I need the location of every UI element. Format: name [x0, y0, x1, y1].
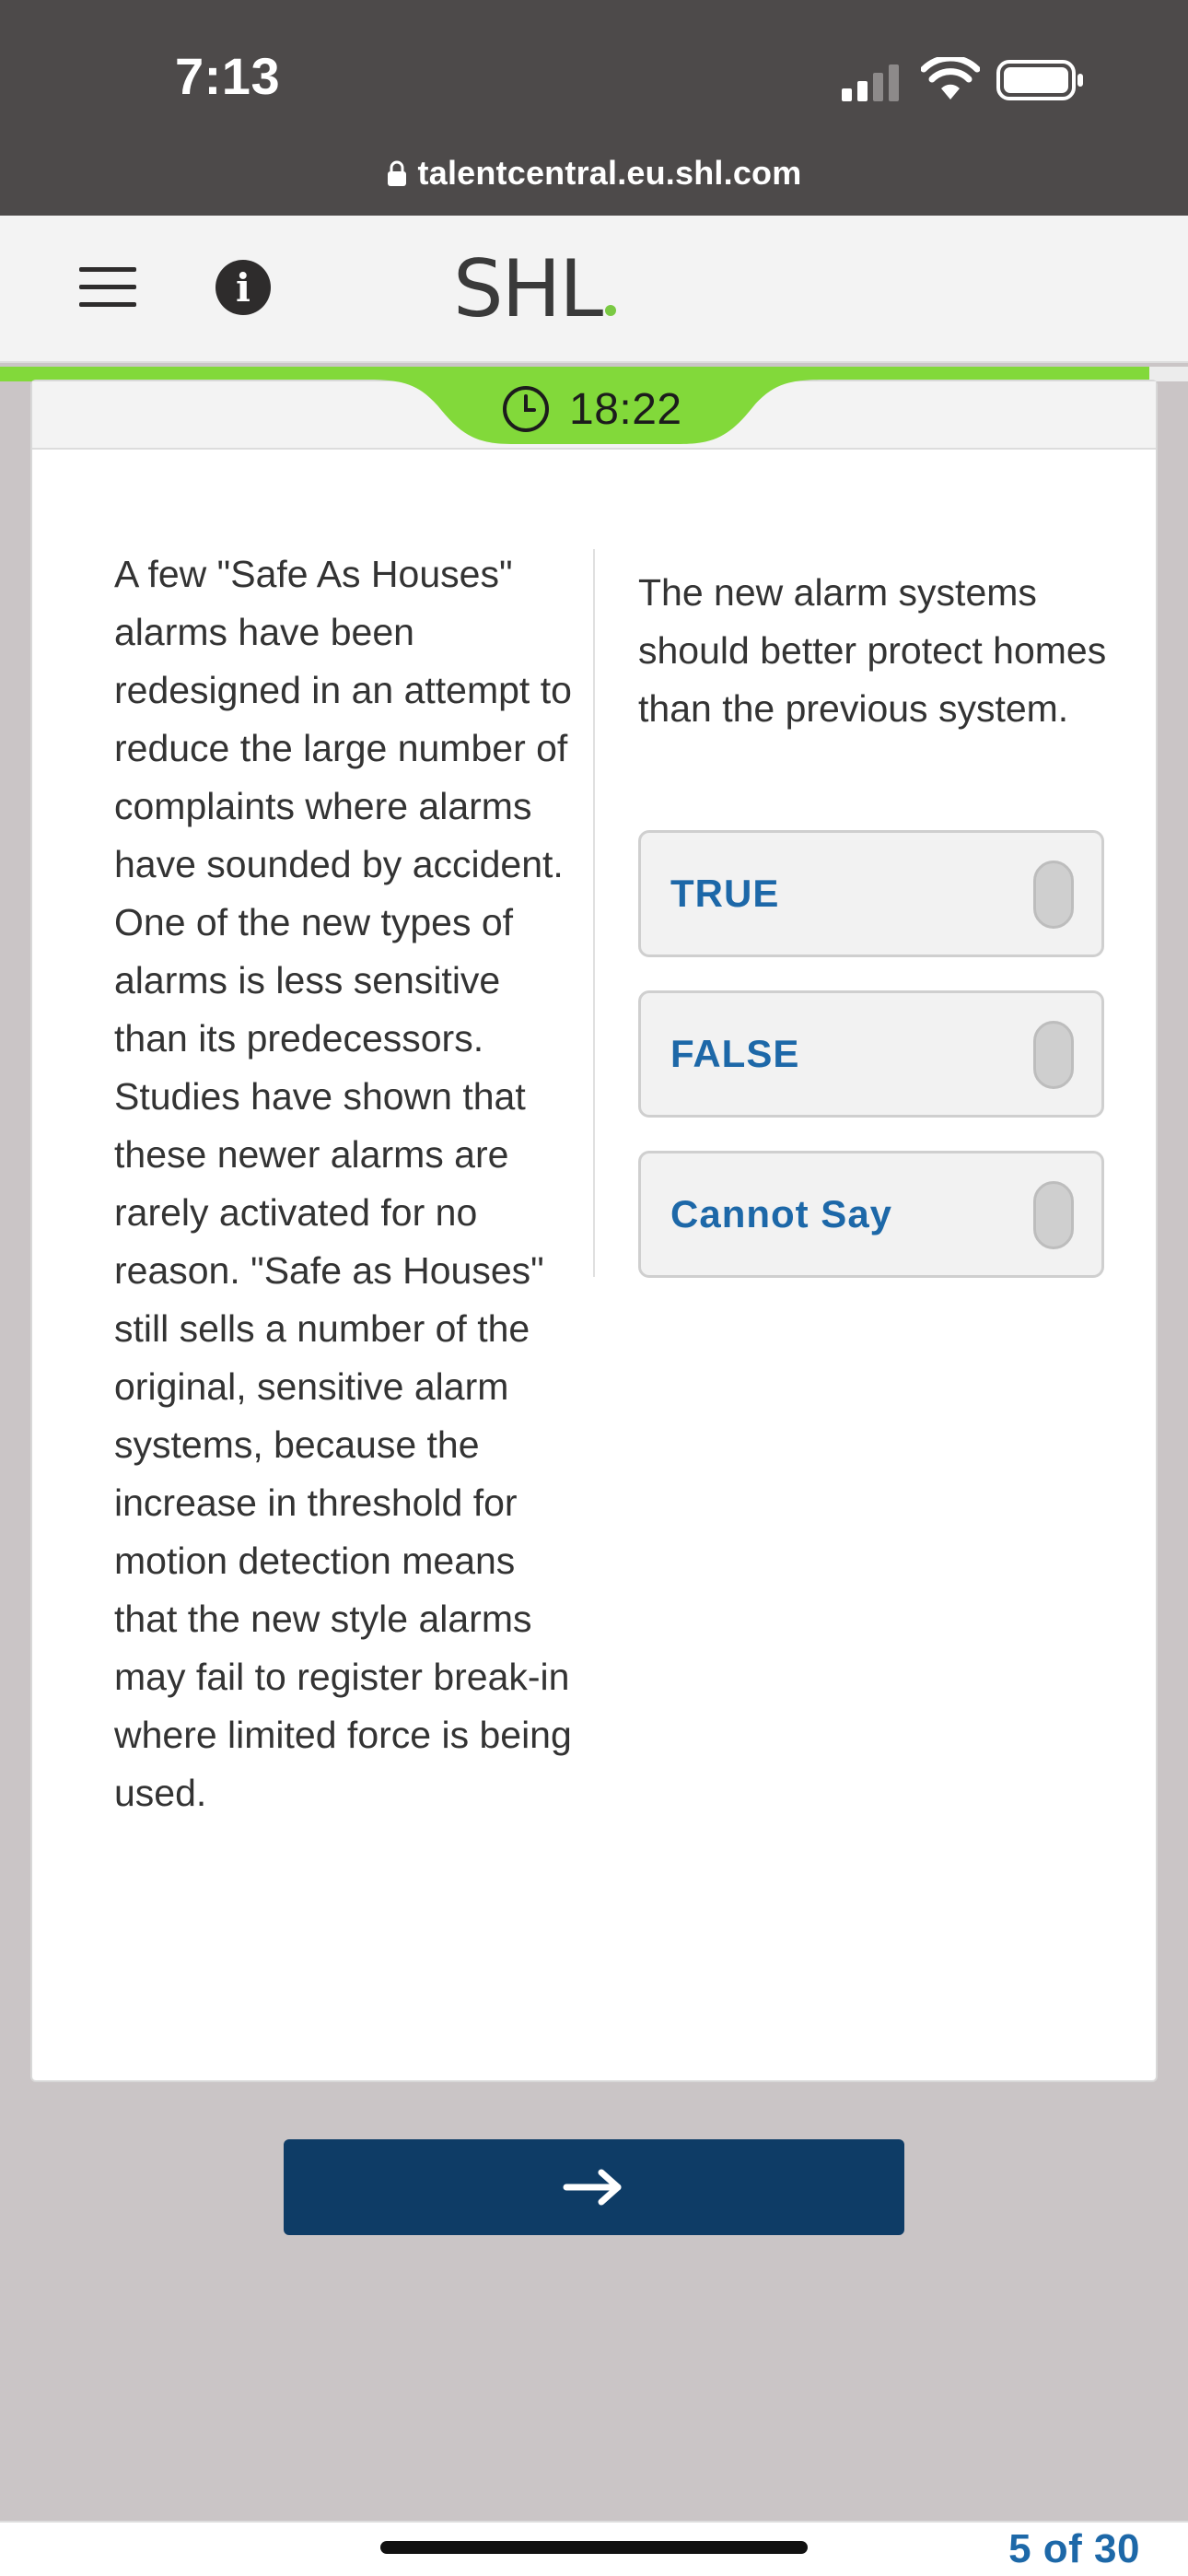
radio-toggle[interactable]: [1033, 1021, 1074, 1089]
status-time: 7:13: [175, 47, 281, 105]
logo-dot: [605, 305, 616, 316]
url-text: talentcentral.eu.shl.com: [417, 154, 802, 192]
timer-progress-track: [1149, 367, 1188, 381]
url-bar[interactable]: [0, 147, 1188, 199]
info-icon[interactable]: i: [215, 260, 271, 315]
progress-counter: 5 of 30: [1008, 2526, 1140, 2571]
wifi-icon: [921, 57, 980, 101]
option-cannot-say[interactable]: [638, 1151, 1104, 1278]
timer: [501, 383, 682, 435]
arrow-right-icon: [561, 2165, 627, 2209]
home-indicator: [380, 2541, 808, 2554]
shl-logo: [453, 243, 616, 345]
radio-toggle[interactable]: [1033, 1181, 1074, 1249]
lock-icon: [387, 159, 407, 187]
signal-icon: [840, 64, 904, 101]
question-statement: The new alarm systems should better protect homes than the previous system.: [638, 571, 1107, 730]
radio-toggle[interactable]: [1033, 861, 1074, 929]
option-true[interactable]: [638, 830, 1104, 957]
timer-value: 18:22: [569, 384, 682, 434]
menu-icon[interactable]: [77, 262, 138, 313]
passage-text: A few "Safe As Houses" alarms have been redesigned in an attempt to reduce the large number of complaints where alarms have sounded by accident. One of the new types of alarms is less sensitive than its predecessors. Studies have shown that these newer alarms are rarely activated for no reason. "Safe as Houses" still sells a number of the original, sensitive alarm systems, because the increase in threshold for motion detection means that the new style alarms may fail to register break-in where limited force is being used.: [114, 553, 572, 1814]
clock-icon: [501, 384, 551, 434]
logo-text: SHL: [453, 243, 602, 335]
app-header: [0, 216, 1188, 363]
battery-icon: [996, 59, 1085, 101]
option-label: TRUE: [670, 872, 780, 915]
status-bar: [0, 0, 1188, 216]
next-button[interactable]: [284, 2139, 904, 2235]
column-divider: [593, 549, 595, 1277]
option-label: FALSE: [670, 1032, 800, 1075]
option-label: Cannot Say: [670, 1192, 893, 1235]
option-false[interactable]: [638, 990, 1104, 1118]
